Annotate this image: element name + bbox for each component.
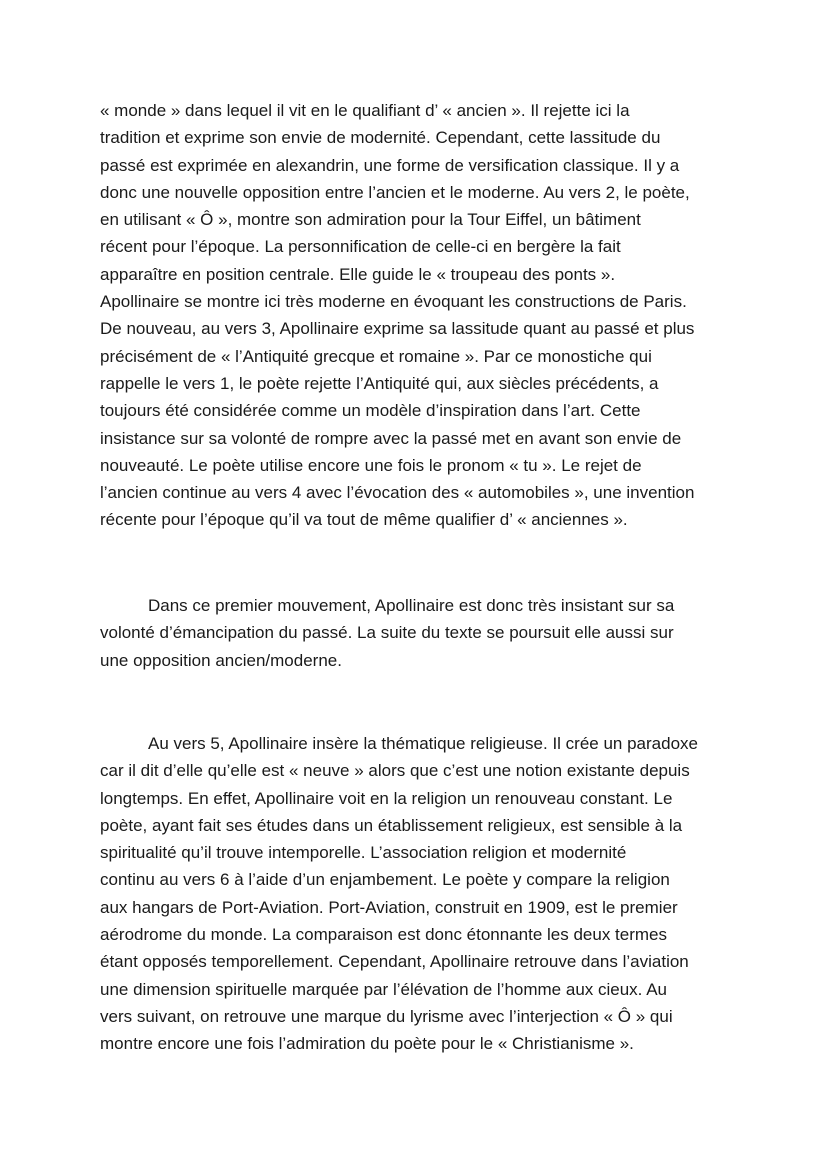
text-line: l’ancien continue au vers 4 avec l’évocation des « automobiles », une invention <box>100 483 695 503</box>
text-line: récente pour l’époque qu’il va tout de même qualifier d’ « anciennes ». <box>100 510 628 530</box>
text-line: car il dit d’elle qu’elle est « neuve » alors que c’est une notion existante depuis <box>100 761 690 781</box>
text-line: continu au vers 6 à l’aide d’un enjambement. Le poète y compare la religion <box>100 870 670 890</box>
text-line: passé est exprimée en alexandrin, une forme de versification classique. Il y a <box>100 155 680 175</box>
text-line: en utilisant « Ô », montre son admiration pour la Tour Eiffel, un bâtiment <box>100 210 641 230</box>
text-line: précisément de « l’Antiquité grecque et romaine ». Par ce monostiche qui <box>100 346 652 366</box>
text-line: rappelle le vers 1, le poète rejette l’Antiquité qui, aux siècles précédents, a <box>100 373 659 393</box>
text-line: De nouveau, au vers 3, Apollinaire exprime sa lassitude quant au passé et plus <box>100 319 695 339</box>
paragraph-3 <box>100 730 740 1058</box>
text-line: spiritualité qu’il trouve intemporelle. L’association religion et modernité <box>100 843 627 863</box>
text-line: une opposition ancien/moderne. <box>100 650 342 670</box>
text-line: montre encore une fois l’admiration du poète pour le « Christianisme ». <box>100 1034 634 1054</box>
text-line: aérodrome du monde. La comparaison est donc étonnante les deux termes <box>100 925 668 945</box>
text-line: étant opposés temporellement. Cependant, Apollinaire retrouve dans l’aviation <box>100 952 689 972</box>
text-line: donc une nouvelle opposition entre l’ancien et le moderne. Au vers 2, le poète, <box>100 182 690 202</box>
text-line: Apollinaire se montre ici très moderne en évoquant les constructions de Paris. <box>100 292 687 312</box>
text-line: vers suivant, on retrouve une marque du lyrisme avec l’interjection « Ô » qui <box>100 1006 673 1026</box>
text-line: apparaître en position centrale. Elle guide le « troupeau des ponts ». <box>100 264 616 284</box>
paragraph-2 <box>100 592 740 674</box>
text-line: toujours été considérée comme un modèle d’inspiration dans l’art. Cette <box>100 401 641 421</box>
text-line: aux hangars de Port-Aviation. Port-Aviation, construit en 1909, est le premier <box>100 897 678 917</box>
paragraph-1 <box>100 97 740 534</box>
text-line: tradition et exprime son envie de modernité. Cependant, cette lassitude du <box>100 128 661 148</box>
text-line: Dans ce premier mouvement, Apollinaire est donc très insistant sur sa <box>148 596 675 615</box>
text-line: récent pour l’époque. La personnification de celle-ci en bergère la fait <box>100 237 621 257</box>
text-line: poète, ayant fait ses études dans un établissement religieux, est sensible à la <box>100 815 683 835</box>
text-line: une dimension spirituelle marquée par l’élévation de l’homme aux cieux. Au <box>100 979 667 999</box>
text-line: longtemps. En effet, Apollinaire voit en la religion un renouveau constant. Le <box>100 788 673 808</box>
text-line: « monde » dans lequel il vit en le qualifiant d’ « ancien ». Il rejette ici la <box>100 101 630 120</box>
text-line: insistance sur sa volonté de rompre avec la passé met en avant son envie de <box>100 428 682 448</box>
text-line: Au vers 5, Apollinaire insère la thématique religieuse. Il crée un paradoxe <box>148 734 698 753</box>
text-line: nouveauté. Le poète utilise encore une fois le pronom « tu ». Le rejet de <box>100 455 642 475</box>
text-line: volonté d’émancipation du passé. La suite du texte se poursuit elle aussi sur <box>100 623 674 643</box>
